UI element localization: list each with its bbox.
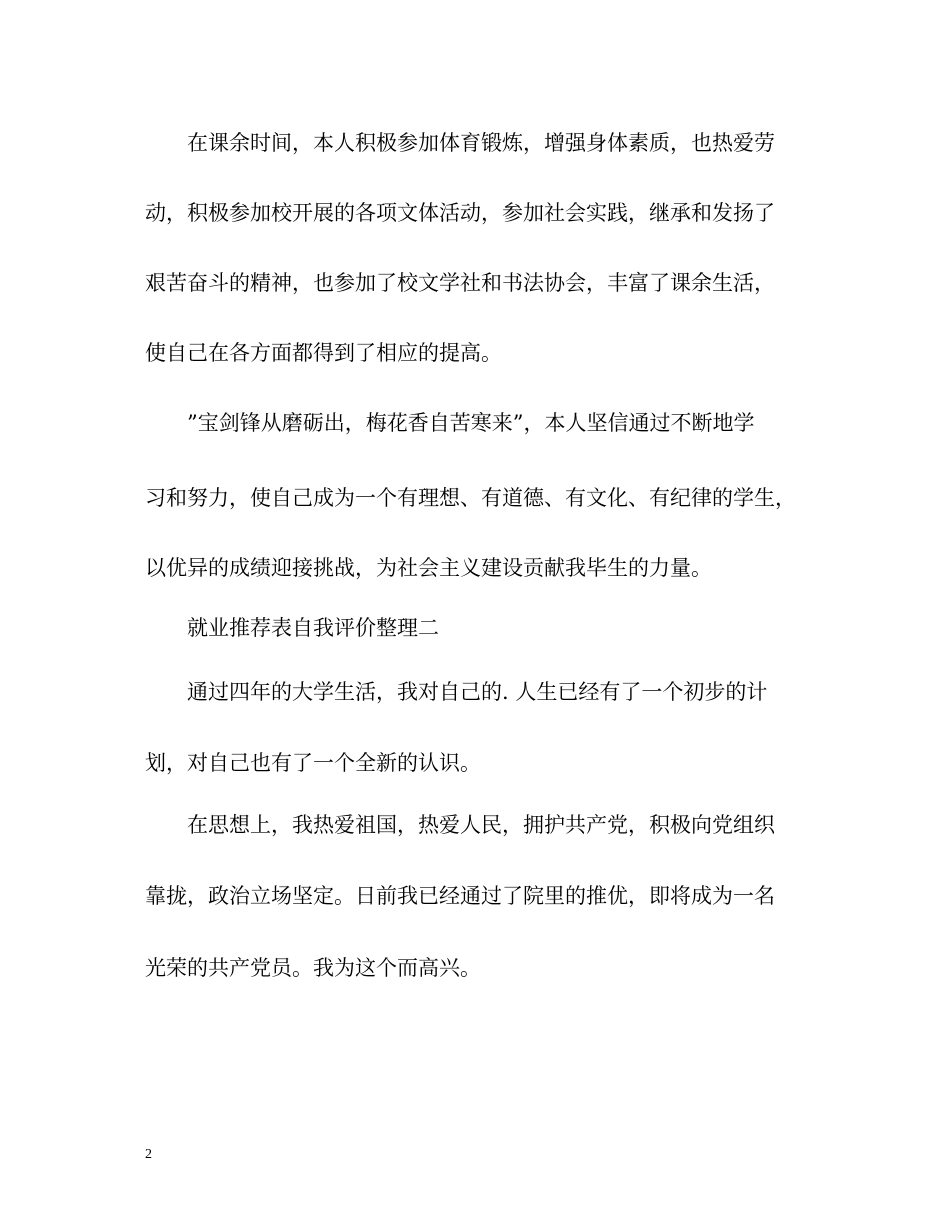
paragraph-2-line-2: 习和努力，使自己成为一个有理想、有道德、有文化、有纪律的学生，: [145, 486, 796, 510]
paragraph-1-line-3: 艰苦奋斗的精神，也参加了校文学社和书法协会，丰富了课余生活，: [145, 271, 775, 295]
paragraph-2-line-3: 以优异的成绩迎接挑战，为社会主义建设贡献我毕生的力量。: [145, 556, 712, 580]
page-number: 2: [145, 1147, 152, 1162]
paragraph-4-line-3: 光荣的共产党员。我为这个而高兴。: [145, 956, 481, 980]
paragraph-3-line-1: 通过四年的大学生活，我对自己的. 人生已经有了一个初步的计: [187, 680, 768, 704]
section-heading: 就业推荐表自我评价整理二: [187, 616, 439, 640]
paragraph-4-line-2: 靠拢，政治立场坚定。日前我已经通过了院里的推优，即将成为一名: [145, 884, 775, 908]
paragraph-1-line-1: 在课余时间，本人积极参加体育锻炼，增强身体素质，也热爱劳: [187, 131, 775, 155]
paragraph-2-line-1: ”宝剑锋从磨砺出，梅花香自苦寒来”，本人坚信通过不断地学: [187, 411, 755, 435]
paragraph-4-line-1: 在思想上，我热爱祖国，热爱人民，拥护共产党，积极向党组织: [187, 813, 775, 837]
paragraph-1-line-4: 使自己在各方面都得到了相应的提高。: [145, 341, 502, 365]
paragraph-3-line-2: 划，对自己也有了一个全新的认识。: [145, 751, 481, 775]
paragraph-1-line-2: 动，积极参加校开展的各项文体活动，参加社会实践，继承和发扬了: [145, 201, 775, 225]
